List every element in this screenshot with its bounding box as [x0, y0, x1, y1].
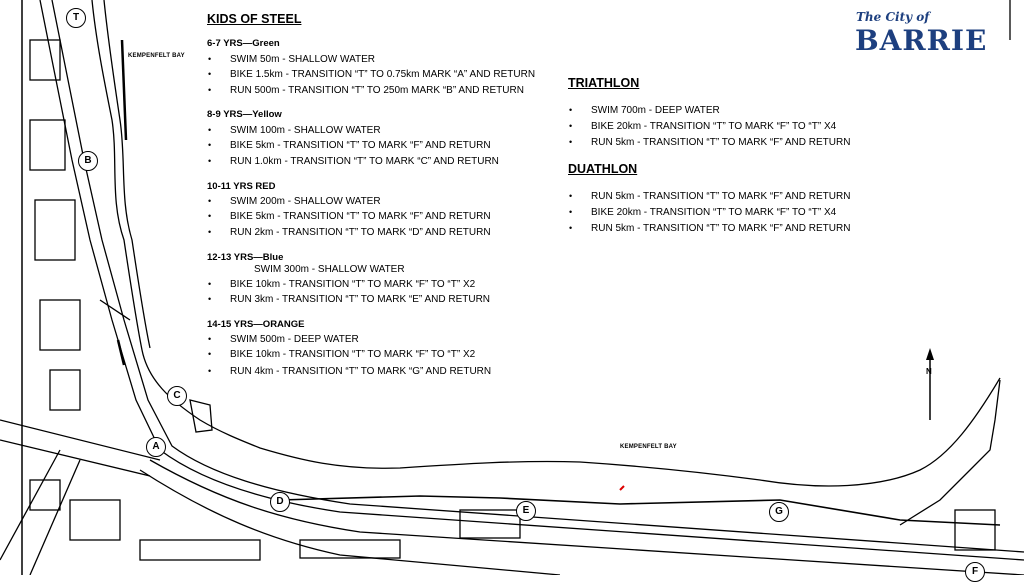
bullet-icon: • — [208, 227, 212, 237]
bullet-icon: • — [208, 211, 212, 221]
bullet-icon: • — [208, 140, 212, 150]
item-text: RUN 1.0km - TRANSITION “T” TO MARK “C” AND RETURN — [230, 156, 499, 167]
item-text: RUN 3km - TRANSITION “T” TO MARK “E” AND RETURN — [230, 294, 491, 305]
list-item — [208, 227, 491, 238]
duathlon-title: DUATHLON — [568, 162, 638, 176]
item-text: SWIM 50m - SHALLOW WATER — [230, 54, 376, 65]
marker-b: B — [78, 151, 98, 171]
bullet-icon: • — [208, 196, 212, 206]
north-label: N — [926, 367, 932, 376]
bullet-icon: • — [569, 207, 573, 217]
list-item — [208, 140, 491, 151]
item-text: RUN 5km - TRANSITION “T” TO MARK “F” AND RETURN — [591, 137, 851, 148]
list-item — [569, 223, 851, 234]
group-heading: 12-13 YRS—Blue — [207, 252, 284, 263]
bullet-icon: • — [208, 334, 212, 344]
item-text: BIKE 1.5km - TRANSITION “T” TO 0.75km MARK “A” AND RETURN — [230, 69, 536, 80]
list-item — [208, 54, 376, 65]
item-text: RUN 2km - TRANSITION “T” TO MARK “D” AND RETURN — [230, 227, 491, 238]
bullet-icon: • — [208, 54, 212, 64]
list-item — [569, 207, 837, 218]
marker-d: D — [270, 492, 290, 512]
item-text: SWIM 100m - SHALLOW WATER — [230, 125, 381, 136]
list-item — [208, 334, 359, 345]
bullet-icon: • — [208, 294, 212, 304]
bullet-icon: • — [569, 105, 573, 115]
item-text: BIKE 20km - TRANSITION “T” TO MARK “F” TO “T” X4 — [591, 121, 837, 132]
bullet-icon: • — [208, 125, 212, 135]
bullet-icon: • — [569, 137, 573, 147]
marker-t: T — [66, 8, 86, 28]
item-text: BIKE 20km - TRANSITION “T” TO MARK “F” TO “T” X4 — [591, 207, 837, 218]
list-item — [208, 294, 491, 305]
list-item — [208, 349, 476, 360]
group-heading: 8-9 YRS—Yellow — [207, 109, 282, 120]
logo-barrie: BARRIE — [855, 24, 988, 57]
bullet-icon: • — [569, 191, 573, 201]
list-item — [208, 211, 491, 222]
triathlon-title: TRIATHLON — [568, 76, 640, 90]
item-text: RUN 500m - TRANSITION “T” TO 250m MARK “B” AND RETURN — [230, 85, 524, 96]
item-text: BIKE 5km - TRANSITION “T” TO MARK “F” AND RETURN — [230, 140, 491, 151]
list-item — [208, 366, 492, 377]
list-item — [208, 279, 476, 290]
bullet-icon: • — [208, 85, 212, 95]
item-text: RUN 5km - TRANSITION “T” TO MARK “F” AND RETURN — [591, 223, 851, 234]
marker-c: C — [167, 386, 187, 406]
bullet-icon: • — [569, 121, 573, 131]
list-item-unbulleted: SWIM 300m - SHALLOW WATER — [254, 264, 405, 275]
marker-f: F — [965, 562, 985, 582]
marker-g: G — [769, 502, 789, 522]
list-item — [569, 121, 837, 132]
bullet-icon: • — [208, 156, 212, 166]
list-item — [208, 69, 536, 80]
bullet-icon: • — [208, 366, 212, 376]
list-item — [569, 105, 720, 116]
group-heading: 14-15 YRS—ORANGE — [207, 319, 305, 330]
item-text: RUN 5km - TRANSITION “T” TO MARK “F” AND RETURN — [591, 191, 851, 202]
item-text: BIKE 10km - TRANSITION “T” TO MARK “F” TO “T” X2 — [230, 279, 476, 290]
list-item — [208, 85, 524, 96]
bullet-icon: • — [208, 349, 212, 359]
kids-of-steel-title: KIDS OF STEEL — [207, 12, 302, 26]
item-text: SWIM 200m - SHALLOW WATER — [230, 196, 381, 207]
logo-city-of: The City of — [856, 10, 930, 24]
marker-a: A — [146, 437, 166, 457]
bullet-icon: • — [569, 223, 573, 233]
marker-e: E — [516, 501, 536, 521]
group-heading: 10-11 YRS RED — [207, 181, 276, 192]
item-text: RUN 4km - TRANSITION “T” TO MARK “G” AND RETURN — [230, 366, 492, 377]
list-item — [569, 137, 851, 148]
list-item — [208, 196, 381, 207]
item-text: SWIM 700m - DEEP WATER — [591, 105, 720, 116]
group-heading: 6-7 YRS—Green — [207, 38, 280, 49]
bullet-icon: • — [208, 279, 212, 289]
list-item — [208, 125, 381, 136]
bay-label-upper: KEMPENFELT BAY — [128, 53, 185, 59]
item-text: BIKE 10km - TRANSITION “T” TO MARK “F” TO “T” X2 — [230, 349, 476, 360]
bullet-icon: • — [208, 69, 212, 79]
list-item — [208, 156, 499, 167]
bay-label-lower: KEMPENFELT BAY — [620, 444, 677, 450]
item-text: SWIM 500m - DEEP WATER — [230, 334, 359, 345]
list-item — [569, 191, 851, 202]
item-text: BIKE 5km - TRANSITION “T” TO MARK “F” AND RETURN — [230, 211, 491, 222]
